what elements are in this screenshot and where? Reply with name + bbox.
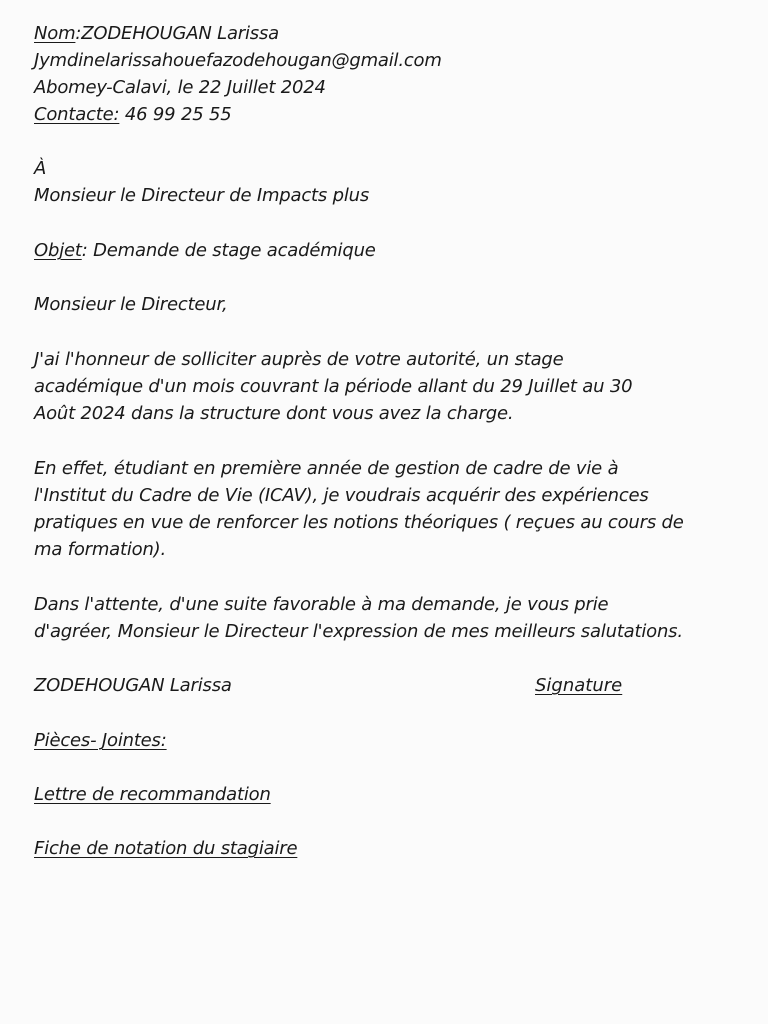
sender-name-line	[34, 21, 279, 47]
contact-label: Contacte:	[34, 104, 120, 125]
place-date: Abomey-Calavi, le 22 Juillet 2024	[34, 77, 326, 98]
subject-value: : Demande de stage académique	[81, 240, 376, 261]
paragraph3-line: d'agréer, Monsieur le Directeur l'expression de mes meilleurs salutations.	[34, 621, 683, 642]
paragraph2-line: ma formation).	[34, 539, 167, 560]
paragraph2-line: pratiques en vue de renforcer les notions théoriques ( reçues au cours de	[34, 512, 684, 533]
contact-line	[34, 102, 231, 128]
contact-value: 46 99 25 55	[119, 104, 232, 125]
attachments-title: Pièces- Jointes:	[34, 730, 167, 751]
attachment-item: Fiche de notation du stagiaire	[34, 838, 298, 859]
name-value: :ZODEHOUGAN Larissa	[75, 23, 279, 44]
recipient-name: Monsieur le Directeur de Impacts plus	[34, 185, 370, 206]
subject-line	[34, 238, 376, 264]
recipient-to: À	[34, 158, 47, 179]
signature-label: Signature	[535, 675, 623, 696]
attachment-item: Lettre de recommandation	[34, 784, 271, 805]
paragraph2-line: En effet, étudiant en première année de gestion de cadre de vie à	[34, 458, 619, 479]
subject-label: Objet	[34, 240, 82, 261]
paragraph1-line: Août 2024 dans la structure dont vous avez la charge.	[34, 403, 514, 424]
paragraph2-line: l'Institut du Cadre de Vie (ICAV), je voudrais acquérir des expériences	[34, 485, 649, 506]
paragraph3-line: Dans l'attente, d'une suite favorable à ma demande, je vous prie	[34, 594, 609, 615]
paragraph1-line: académique d'un mois couvrant la période allant du 29 Juillet au 30	[34, 376, 633, 397]
name-label: Nom	[34, 23, 76, 44]
paragraph1-line: J'ai l'honneur de solliciter auprès de votre autorité, un stage	[34, 349, 564, 370]
salutation: Monsieur le Directeur,	[34, 294, 228, 315]
sender-email: Jymdinelarissahouefazodehougan@gmail.com	[34, 50, 442, 71]
signoff-name: ZODEHOUGAN Larissa	[34, 675, 232, 696]
